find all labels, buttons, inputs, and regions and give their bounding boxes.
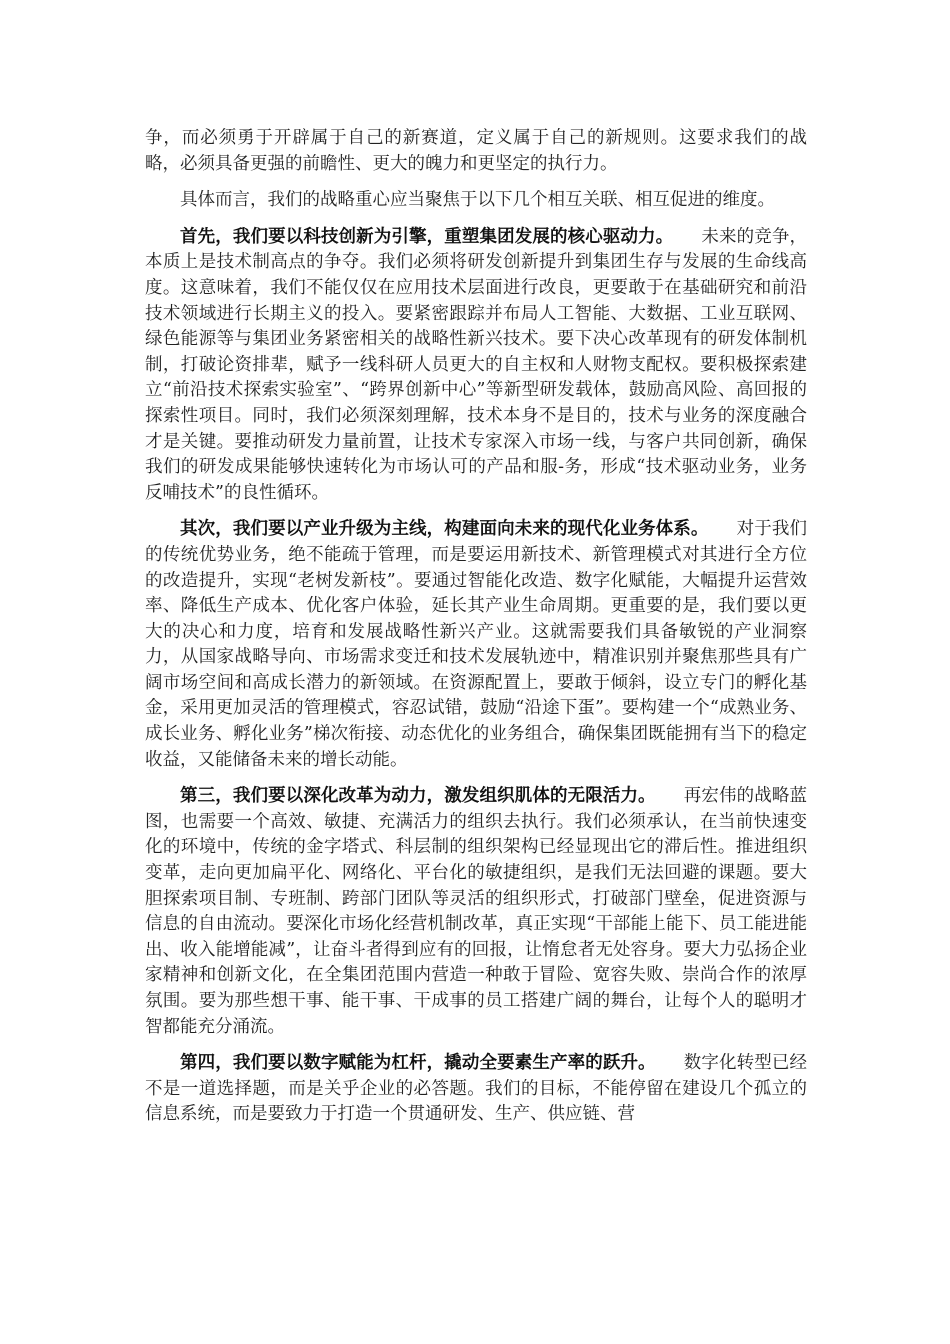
paragraph-heading: 首先，我们要以科技创新为引擎，重塑集团发展的核心驱动力。	[180, 226, 674, 247]
paragraph-industry-upgrade	[145, 517, 807, 773]
document-page	[145, 126, 807, 1139]
paragraph-text: 再宏伟的战略蓝图，也需要一个高效、敏捷、充满活力的组织去执行。我们必须承认，在当前快速变化的环境中，传统的金字塔式、科层制的组织架构已经显现出它的滞后性。推进组织变革，走向更加扁平化、网络化、平台化的敏捷组织，是我们无法回避的课题。要大胆探索项目制、专班制、跨部门团队等灵活的组织形式，打破部门壁垒，促进资源与信息的自由流动。要深化市场化经营机制改革，真正实现“干部能上能下、员工能进能出、收入能增能减”，让奋斗者得到应有的回报，让惰怠者无处容身。要大力弘扬企业家精神和创新文化，在全集团范围内营造一种敢于冒险、宽容失败、崇尚合作的浓厚氛围。要为那些想干事、能干事、干成事的员工搭建广阔的舞台，让每个人的聪明才智都能充分涌流。	[145, 786, 808, 1037]
paragraph-text: 对于我们的传统优势业务，绝不能疏于管理，而是要运用新技术、新管理模式对其进行全方位的改造提升，实现“老树发新枝”。要通过智能化改造、数字化赋能，大幅提升运营效率、降低生产成本、优化客户体验，延长其产业生命周期。更重要的是，我们要以更大的决心和力度，培育和发展战略性新兴产业。这就需要我们具备敏锐的产业洞察力，从国家战略导向、市场需求变迁和技术发展轨迹中，精准识别并聚焦那些具有广阔市场空间和高成长潜力的新领域。在资源配置上，要敢于倾斜，设立专门的孵化基金，采用更加灵活的管理模式，容忍试错，鼓励“沿途下蛋”。要构建一个“成熟业务、成长业务、孵化业务”梯次衔接、动态优化的业务组合，确保集团既能拥有当下的稳定收益，又能储备未来的增长动能。	[145, 519, 808, 770]
paragraph-text: 争，而必须勇于开辟属于自己的新赛道，定义属于自己的新规则。这要求我们的战略，必须具备更强的前瞻性、更大的魄力和更坚定的执行力。	[145, 128, 807, 174]
paragraph-heading: 第三，我们要以深化改革为动力，激发组织肌体的无限活力。	[180, 786, 656, 807]
paragraph-text: 未来的竞争，本质上是技术制高点的争夺。我们必须将研发创新提升到集团生存与发展的生命线高度。这意味着，我们不能仅仅在应用技术层面进行改良，更要敢于在基础研究和前沿技术领域进行长期主义的投入。要紧密跟踪并布局人工智能、大数据、工业互联网、绿色能源等与集团业务紧密相关的战略性新兴技术。要下决心改革现有的研发体制机制，打破论资排辈，赋予一线科研人员更大的自主权和人财物支配权。要积极探索建立“前沿技术探索实验室”、“跨界创新中心”等新型研发载体，鼓励高风险、高回报的探索性项目。同时，我们必须深刻理解，技术本身不是目的，技术与业务的深度融合才是关键。要推动研发力量前置，让技术专家深入市场一线，与客户共同创新，确保我们的研发成果能够快速转化为市场认可的产品和服-务，形成“技术驱动业务，业务反哺技术”的良性循环。	[145, 226, 808, 503]
paragraph-continuation	[145, 126, 807, 177]
paragraph-heading: 其次，我们要以产业升级为主线，构建面向未来的现代化业务体系。	[180, 519, 709, 540]
paragraph-text: 数字化转型已经不是一道选择题，而是关乎企业的必答题。我们的目标，不能停留在建设几个孤立的信息系统，而是要致力于打造一个贯通研发、生产、供应链、营	[145, 1053, 808, 1125]
paragraph-tech-innovation	[145, 225, 807, 507]
paragraph-intro	[145, 188, 807, 214]
paragraph-digital-empowerment	[145, 1051, 807, 1128]
paragraph-heading: 第四，我们要以数字赋能为杠杆，撬动全要素生产率的跃升。	[180, 1053, 656, 1074]
paragraph-deepen-reform	[145, 784, 807, 1040]
paragraph-text: 具体而言，我们的战略重心应当聚焦于以下几个相互关联、相互促进的维度。	[180, 190, 775, 211]
